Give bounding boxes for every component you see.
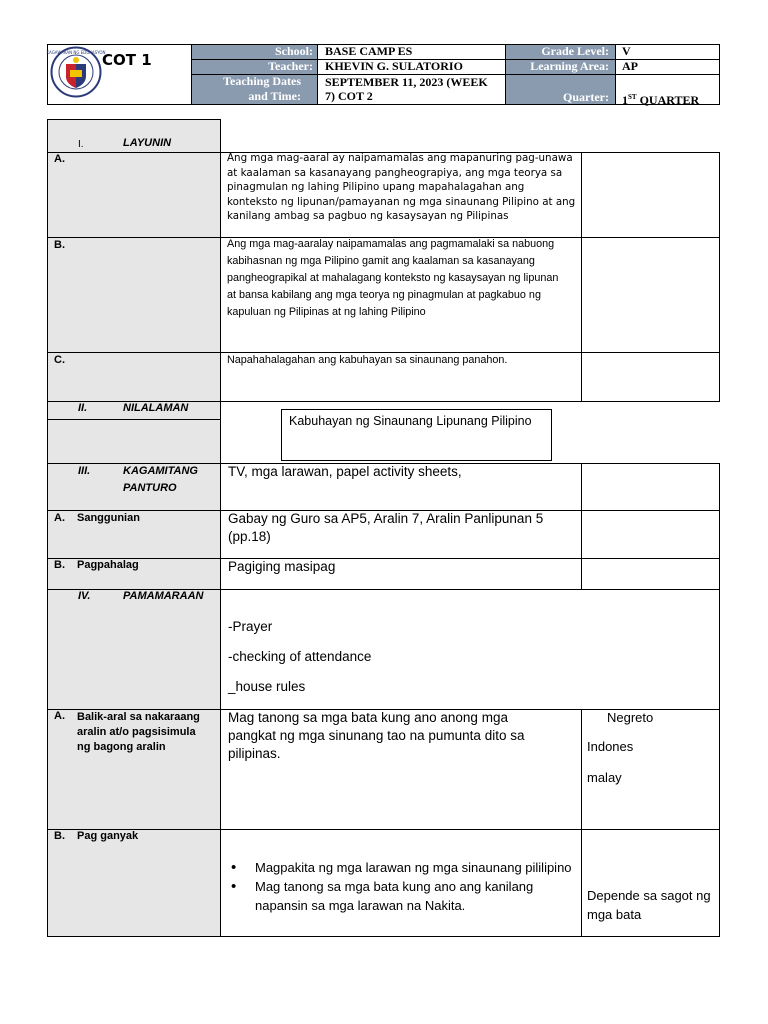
pamamaraan-item-attendance: -checking of attendance: [228, 649, 372, 664]
pag-ganyak-bullets: [221, 858, 576, 915]
layunin-a-label: A.: [54, 153, 65, 165]
pagpahalag-extra-cell: [581, 558, 720, 590]
layunin-a-extra-cell: [581, 152, 720, 238]
kagamitan-extra-cell: [581, 463, 720, 511]
pag-ganyak-label-cell: [47, 829, 221, 937]
quarter-label: Quarter:: [563, 90, 609, 104]
layunin-b-label-cell: [47, 237, 221, 353]
balik-aral-answer-2: Indones: [587, 739, 634, 754]
pagpahalag-title: Pagpahalag: [77, 559, 139, 571]
pag-ganyak-answer: Depende sa sagot ng mga bata: [587, 888, 711, 922]
layunin-c-extra-cell: [581, 352, 720, 402]
sanggunian-extra-cell: [581, 510, 720, 559]
logo-text: KAGAWARAN NG EDUKASYON: [46, 50, 106, 55]
balik-aral-title: Balik-aral sa nakaraang aralin at/o pagsisimula ng bagong aralin: [77, 711, 200, 753]
kagamitan-title-2: PANTURO: [123, 482, 177, 494]
layunin-b-label: B.: [54, 239, 65, 251]
nilalaman-title: NILALAMAN: [123, 402, 189, 414]
layunin-c-label-cell: [47, 352, 221, 402]
teaching-dates-label: Teaching Dates: [223, 74, 301, 88]
learning-area-value: AP: [622, 59, 638, 73]
school-label: School:: [274, 44, 313, 58]
balik-aral-answer-3: malay: [587, 770, 622, 785]
pag-ganyak-letter: B.: [54, 830, 65, 842]
sanggunian-letter: A.: [54, 512, 65, 524]
pamamaraan-item-house-rules: _house rules: [228, 679, 306, 694]
grade-level-value: V: [622, 44, 631, 58]
pagpahalag-letter: B.: [54, 559, 65, 571]
pamamaraan-header-cell: [47, 589, 221, 710]
pag-ganyak-title: Pag ganyak: [77, 830, 139, 842]
layunin-a-label-cell: [47, 152, 221, 238]
pamamaraan-title: PAMAMARAAN: [123, 590, 204, 602]
teacher-label: Teacher:: [268, 59, 313, 73]
kagamitan-text: TV, mga larawan, papel activity sheets,: [228, 464, 462, 479]
nilalaman-text: Kabuhayan ng Sinaunang Lipunang Pilipino: [289, 414, 532, 428]
pagpahalag-text: Pagiging masipag: [228, 559, 336, 574]
learning-area-label: Learning Area:: [530, 59, 609, 73]
pag-ganyak-bullet-1: • Magpakita ng mga larawan ng mga sinaunang pililipino: [221, 858, 576, 877]
layunin-c-label: C.: [54, 354, 65, 366]
document-title: COT 1: [102, 51, 152, 69]
teaching-dates-value-2: 7) COT 2: [325, 89, 373, 103]
pamamaraan-num: IV.: [78, 590, 91, 602]
pamamaraan-item-prayer: -Prayer: [228, 619, 273, 634]
balik-aral-letter: A.: [54, 710, 65, 722]
teaching-time-label: and Time:: [248, 89, 301, 103]
nilalaman-num: II.: [78, 402, 88, 414]
teaching-dates-value: SEPTEMBER 11, 2023 (WEEK: [325, 75, 488, 89]
deped-seal-logo: [46, 46, 106, 98]
nilalaman-blank-cell: [47, 419, 221, 464]
layunin-num: I.: [78, 139, 84, 150]
quarter-value: 1ST QUARTER: [622, 93, 700, 107]
teacher-value: KHEVIN G. SULATORIO: [325, 59, 463, 73]
layunin-a-text: Ang mga mag-aaral ay naipamamalas ang mapanuring pag-unawa at kaalaman sa kasanayang pangheograpiya, ang mga teorya sa pinagmulan ng lahing Pilipino upang mapahalagahan ang konteksto ng lipunan/pamayanan ng mga sinaunang Pilipino at ang kanilang ambag sa pagbuo ng kasaysayan ng Pilipinas: [227, 152, 576, 222]
sanggunian-title: Sanggunian: [77, 512, 140, 524]
kagamitan-title-1: KAGAMITANG: [123, 465, 198, 477]
balik-aral-text: Mag tanong sa mga bata kung ano anong mga pangkat ng mga sinunang tao na pumunta dito sa pilipinas.: [228, 710, 525, 761]
layunin-b-text: Ang mga mag-aaralay naipamamalas ang pagmamalaki sa nabuong kabihasnan ng mga Pilipino gamit ang kaalaman sa kasanayang pangheograpikal at mahalagang konteksto ng kasaysayan ng lipunan at bansa kabilang ang mga teorya ng pinagmulan at pagkabuo ng kapuluan ng Pilipinas at ng lahing Pilipino: [227, 238, 559, 318]
layunin-title: LAYUNIN: [123, 137, 172, 149]
layunin-b-extra-cell: [581, 237, 720, 353]
pag-ganyak-bullet-2: • Mag tanong sa mga bata kung ano ang kanilang napansin sa mga larawan na Nakita.: [221, 877, 576, 915]
sanggunian-text: Gabay ng Guro sa AP5, Aralin 7, Aralin Panlipunan 5 (pp.18): [228, 511, 544, 544]
kagamitan-num: III.: [78, 465, 91, 477]
grade-level-label: Grade Level:: [541, 44, 609, 58]
school-value: BASE CAMP ES: [325, 44, 413, 58]
balik-aral-answer-1: Negreto: [607, 710, 654, 725]
layunin-c-text: Napahahalagahan ang kabuhayan sa sinaunang panahon.: [227, 354, 508, 366]
